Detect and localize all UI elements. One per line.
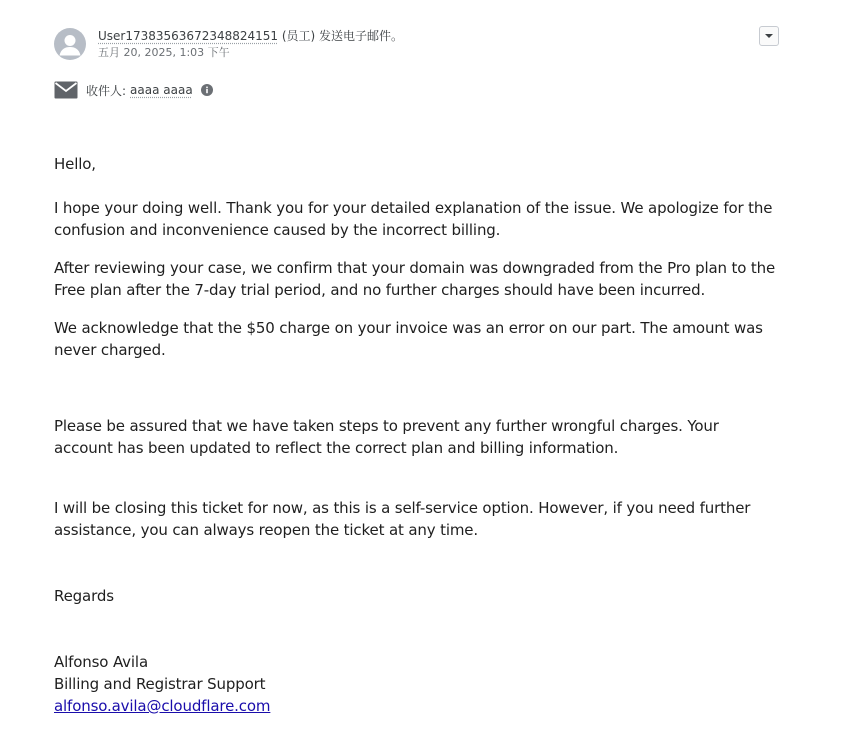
signature-name: Alfonso Avila bbox=[54, 653, 148, 671]
email-message bbox=[54, 26, 780, 715]
body-paragraph-4: Please be assured that we have taken steps to prevent any further wrongful charges. Your account has been updated to reflect the correct plan and billing information. bbox=[54, 417, 719, 457]
email-header bbox=[54, 26, 780, 76]
recipient-label: 收件人: bbox=[86, 83, 127, 98]
body-paragraph-5: I will be closing this ticket for now, as this is a self-service option. However, if you need further assistance, you can always reopen the ticket at any time. bbox=[54, 499, 751, 539]
signature-email-link[interactable]: alfonso.avila@cloudflare.com bbox=[54, 697, 271, 715]
signature bbox=[54, 651, 780, 717]
body-paragraph-1: I hope your doing well. Thank you for your detailed explanation of the issue. We apologize for the confusion and inconvenience caused by the incorrect billing. bbox=[54, 199, 773, 239]
sender-name[interactable]: User17383563672348824151 bbox=[98, 29, 279, 43]
body-paragraph-2: After reviewing your case, we confirm that your domain was downgraded from the Pro plan to the Free plan after the 7-day trial period, and no further charges should have been incurred. bbox=[54, 259, 776, 299]
info-icon[interactable] bbox=[201, 84, 213, 96]
sender-block bbox=[98, 27, 403, 61]
closing: Regards bbox=[54, 587, 114, 605]
signature-title: Billing and Registrar Support bbox=[54, 675, 266, 693]
chevron-down-icon bbox=[764, 33, 774, 39]
recipient-row bbox=[54, 79, 780, 101]
envelope-icon bbox=[54, 81, 78, 99]
message-menu-button[interactable] bbox=[759, 26, 779, 46]
sender-avatar[interactable] bbox=[54, 28, 86, 60]
email-timestamp: 五月 20, 2025, 1:03 下午 bbox=[98, 46, 230, 59]
recipient-name[interactable]: aaaa aaaa bbox=[130, 83, 193, 97]
user-avatar-icon bbox=[54, 28, 86, 60]
sender-line bbox=[98, 27, 403, 45]
body-paragraph-3: We acknowledge that the $50 charge on your invoice was an error on our part. The amount was never charged. bbox=[54, 319, 763, 359]
sender-action-text: (员工) 发送电子邮件。 bbox=[278, 29, 404, 43]
greeting: Hello, bbox=[54, 155, 96, 173]
